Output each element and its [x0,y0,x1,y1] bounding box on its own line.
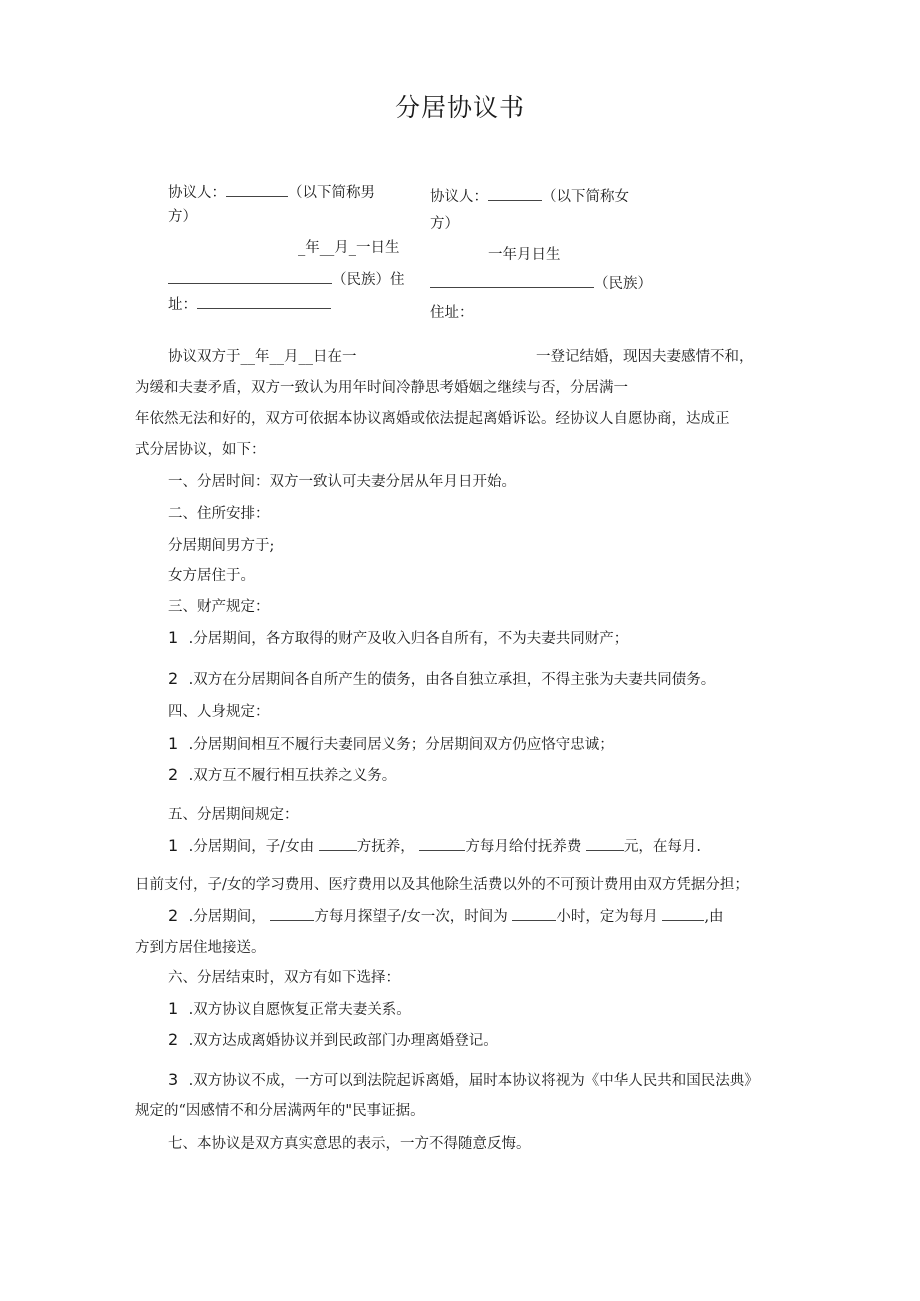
item-number: 2 [168,669,179,688]
right-party-blank [488,186,542,201]
item-text: 小时，定为每月 [556,909,658,925]
right-ethnic-suffix: （民族） [594,276,652,292]
right-address-line: 住址： [430,305,474,321]
section-6-item-3 [168,1070,759,1091]
section-6-item-3-cont: 规定的“因感情不和分居满两年的"民事证据。 [135,1103,425,1119]
item-number: 1 [168,628,179,647]
item-text: .双方协议自愿恢复正常夫妻关系。 [188,1002,411,1018]
left-ethnic-line [168,269,405,290]
left-address-line [168,294,331,315]
blank-field [512,906,556,921]
left-party-line [168,182,375,203]
item-text: .双方互不履行相互扶养之义务。 [188,768,397,784]
left-party-suffix: （以下简称男 [288,185,375,201]
item-text: .分居期间， [188,909,266,925]
right-birth-line: 一年月日生 [488,247,561,263]
item-text: .双方达成离婚协议并到民政部门办理离婚登记。 [188,1033,498,1049]
right-party-suffix: （以下简称女 [542,189,629,205]
right-ethnic-blank [430,273,594,288]
item-number: 1 [168,999,179,1018]
section-6-item-2 [168,1030,498,1051]
item-text: .分居期间相互不履行夫妻同居义务；分居期间双方仍应恪守忠诚； [188,737,614,753]
blank-field [319,836,357,851]
blank-field [662,906,704,921]
left-party-blank [226,182,288,197]
left-birth-line: _年__月_一日生 [298,240,400,256]
right-party-suffix-line: 方） [430,216,459,232]
item-text: ,由 [704,909,724,925]
section-2-a: 分居期间男方于; [168,538,275,554]
left-address-label: 址： [168,297,197,313]
section-6-item-1 [168,999,411,1020]
item-number: 1 [168,836,179,855]
section-3: 三、财产规定： [168,599,270,615]
left-ethnic-blank [168,269,332,284]
item-number: 1 [168,734,179,753]
preamble-line-2: 为缓和夫妻矛盾，双方一致认为用年时间冷静思考婚姻之继续与否，分居满一 [135,380,628,396]
section-3-item-2 [168,669,715,690]
section-7: 七、本协议是双方真实意思的表示，一方不得随意反悔。 [168,1136,531,1152]
item-text: .分居期间，各方取得的财产及收入归各自所有，不为夫妻共同财产； [188,631,629,647]
section-4: 四、人身规定： [168,704,270,720]
document-title: 分居协议书 [394,93,525,122]
item-number: 2 [168,906,179,925]
section-4-item-2 [168,765,396,786]
left-address-blank [197,294,331,309]
section-3-item-1 [168,628,628,649]
section-6: 六、分居结束时，双方有如下选择： [168,970,400,986]
left-ethnic-suffix: （民族）住 [332,272,405,288]
preamble-line-1a: 协议双方于__年__月__日在一 [168,349,357,365]
section-5-item-1-cont: 日前支付，子/女的学习费用、医疗费用以及其他除生活费以外的不可预计费用由双方凭据分担； [135,877,749,893]
item-text: .双方在分居期间各自所产生的债务，由各自独立承担，不得主张为夫妻共同债务。 [188,672,716,688]
preamble-line-1b: 一登记结婚，现因夫妻感情不和， [536,349,754,365]
item-number: 2 [168,1030,179,1049]
preamble-line-3: 年依然无法和好的，双方可依据本协议离婚或依法提起离婚诉讼。经协议人自愿协商，达成正 [135,411,730,427]
left-party-suffix-line: 方） [168,209,197,225]
item-text: 方每月探望子/女一次，时间为 [314,909,508,925]
section-5-item-2-cont: 方到方居住地接送。 [135,940,266,956]
item-text: 元，在每月. [623,839,702,855]
section-5: 五、分居期间规定： [168,807,299,823]
section-2-b: 女方居住于。 [168,568,255,584]
section-4-item-1 [168,734,614,755]
right-party-line [430,186,629,207]
left-party-label: 协议人： [168,185,226,201]
blank-field [270,906,314,921]
section-1: 一、分居时间：双方一致认可夫妻分居从年月日开始。 [168,474,516,490]
right-party-label: 协议人： [430,189,488,205]
blank-field [419,836,465,851]
preamble-line-4: 式分居协议，如下： [135,442,266,458]
item-number: 3 [168,1070,179,1089]
item-text: .分居期间，子/女由 [188,839,315,855]
item-text: .双方协议不成，一方可以到法院起诉离婚，届时本协议将视为《中华人民共和国民法典》 [188,1073,759,1089]
right-ethnic-line [430,273,652,294]
section-2: 二、住所安排： [168,506,270,522]
section-5-item-2 [168,906,724,927]
item-text: 方抚养， [356,839,415,855]
item-number: 2 [168,765,179,784]
blank-field [586,836,624,851]
section-5-item-1 [168,836,701,857]
item-text: 方每月给付抚养费 [465,839,582,855]
